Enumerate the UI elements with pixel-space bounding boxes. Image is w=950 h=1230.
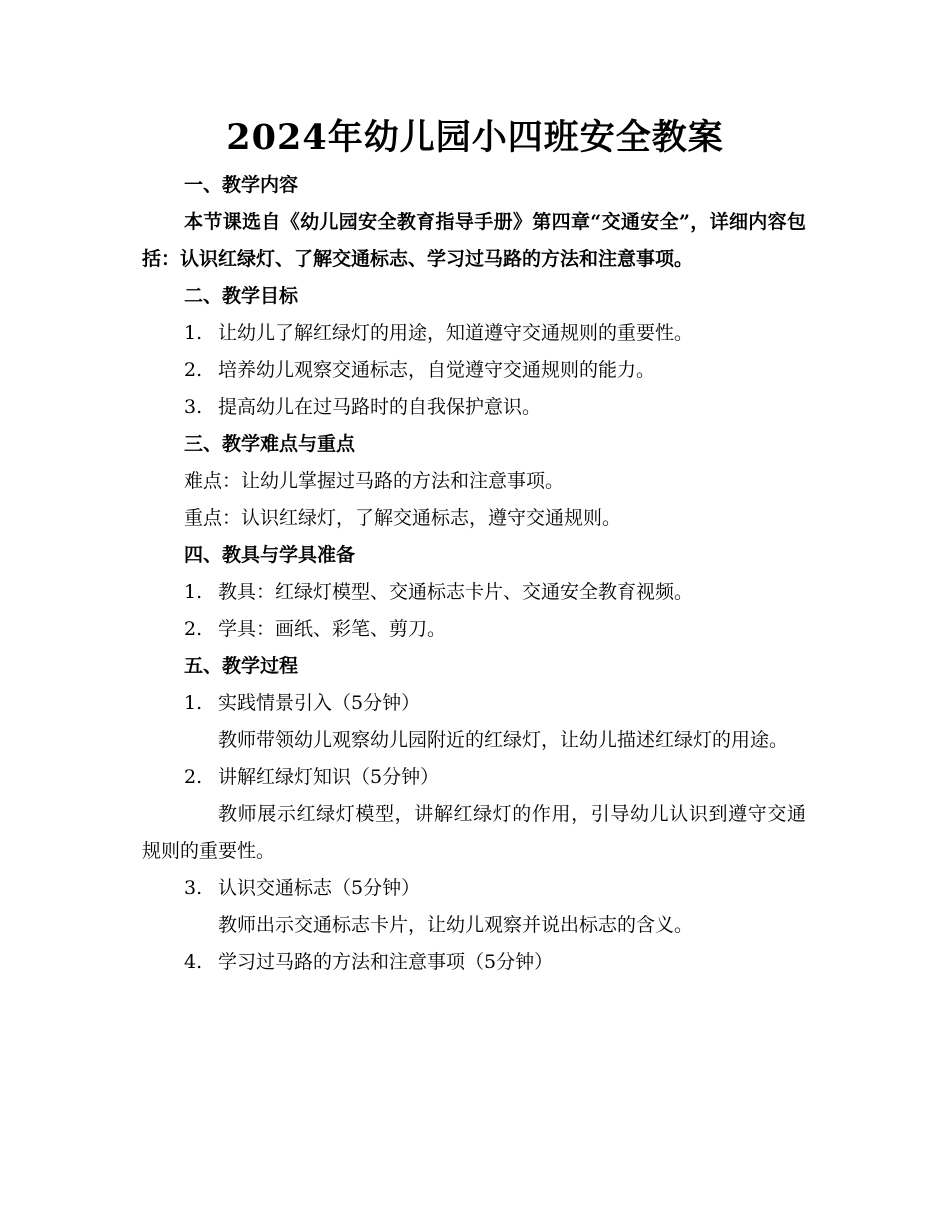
step-title-text: 讲解红绿灯知识（5分钟） <box>218 766 440 788</box>
section-heading: 二、教学目标 <box>184 285 299 307</box>
step-number: 1. <box>184 692 203 714</box>
list-text: 教具：红绿灯模型、交通标志卡片、交通安全教育视频。 <box>218 581 694 603</box>
document-body <box>142 167 806 981</box>
text-line: 重点：认识红绿灯，了解交通标志，遵守交通规则。 <box>184 507 622 529</box>
list-number: 2. <box>184 618 203 640</box>
step-description: 教师展示红绿灯模型，讲解红绿灯的作用，引导幼儿认识到遵守交通规则的重要性。 <box>142 803 806 862</box>
step-title-text: 学习过马路的方法和注意事项（5分钟） <box>218 951 554 973</box>
step-number: 2. <box>184 766 203 788</box>
list-text: 让幼儿了解红绿灯的用途，知道遵守交通规则的重要性。 <box>218 322 694 344</box>
step-title <box>142 944 806 981</box>
section-heading: 三、教学难点与重点 <box>184 433 356 455</box>
step-title <box>142 759 806 796</box>
step-description: 教师出示交通标志卡片，让幼儿观察并说出标志的含义。 <box>218 914 694 936</box>
section-heading: 一、教学内容 <box>184 174 299 196</box>
step-number: 3. <box>184 877 203 899</box>
section-heading: 四、教具与学具准备 <box>184 544 356 566</box>
step-number: 4. <box>184 951 203 973</box>
list-text: 培养幼儿观察交通标志，自觉遵守交通规则的能力。 <box>218 359 656 381</box>
list-item <box>142 315 806 352</box>
step-title-text: 认识交通标志（5分钟） <box>218 877 421 899</box>
list-text: 学具：画纸、彩笔、剪刀。 <box>218 618 447 640</box>
step-title <box>142 870 806 907</box>
list-item <box>142 352 806 389</box>
section-paragraph: 本节课选自《幼儿园安全教育指导手册》第四章“交通安全”，详细内容包括：认识红绿灯、了解交通标志、学习过马路的方法和注意事项。 <box>142 211 806 270</box>
list-item <box>142 389 806 426</box>
document-title: 2024年幼儿园小四班安全教案 <box>226 117 724 158</box>
list-item <box>142 574 806 611</box>
step-title <box>142 685 806 722</box>
list-number: 1. <box>184 581 203 603</box>
section-heading: 五、教学过程 <box>184 655 299 677</box>
step-title-text: 实践情景引入（5分钟） <box>218 692 421 714</box>
text-line: 难点：让幼儿掌握过马路的方法和注意事项。 <box>184 470 565 492</box>
list-text: 提高幼儿在过马路时的自我保护意识。 <box>218 396 542 418</box>
list-number: 3. <box>184 396 203 418</box>
list-number: 1. <box>184 322 203 344</box>
list-number: 2. <box>184 359 203 381</box>
step-description: 教师带领幼儿观察幼儿园附近的红绿灯，让幼儿描述红绿灯的用途。 <box>218 729 789 751</box>
list-item <box>142 611 806 648</box>
